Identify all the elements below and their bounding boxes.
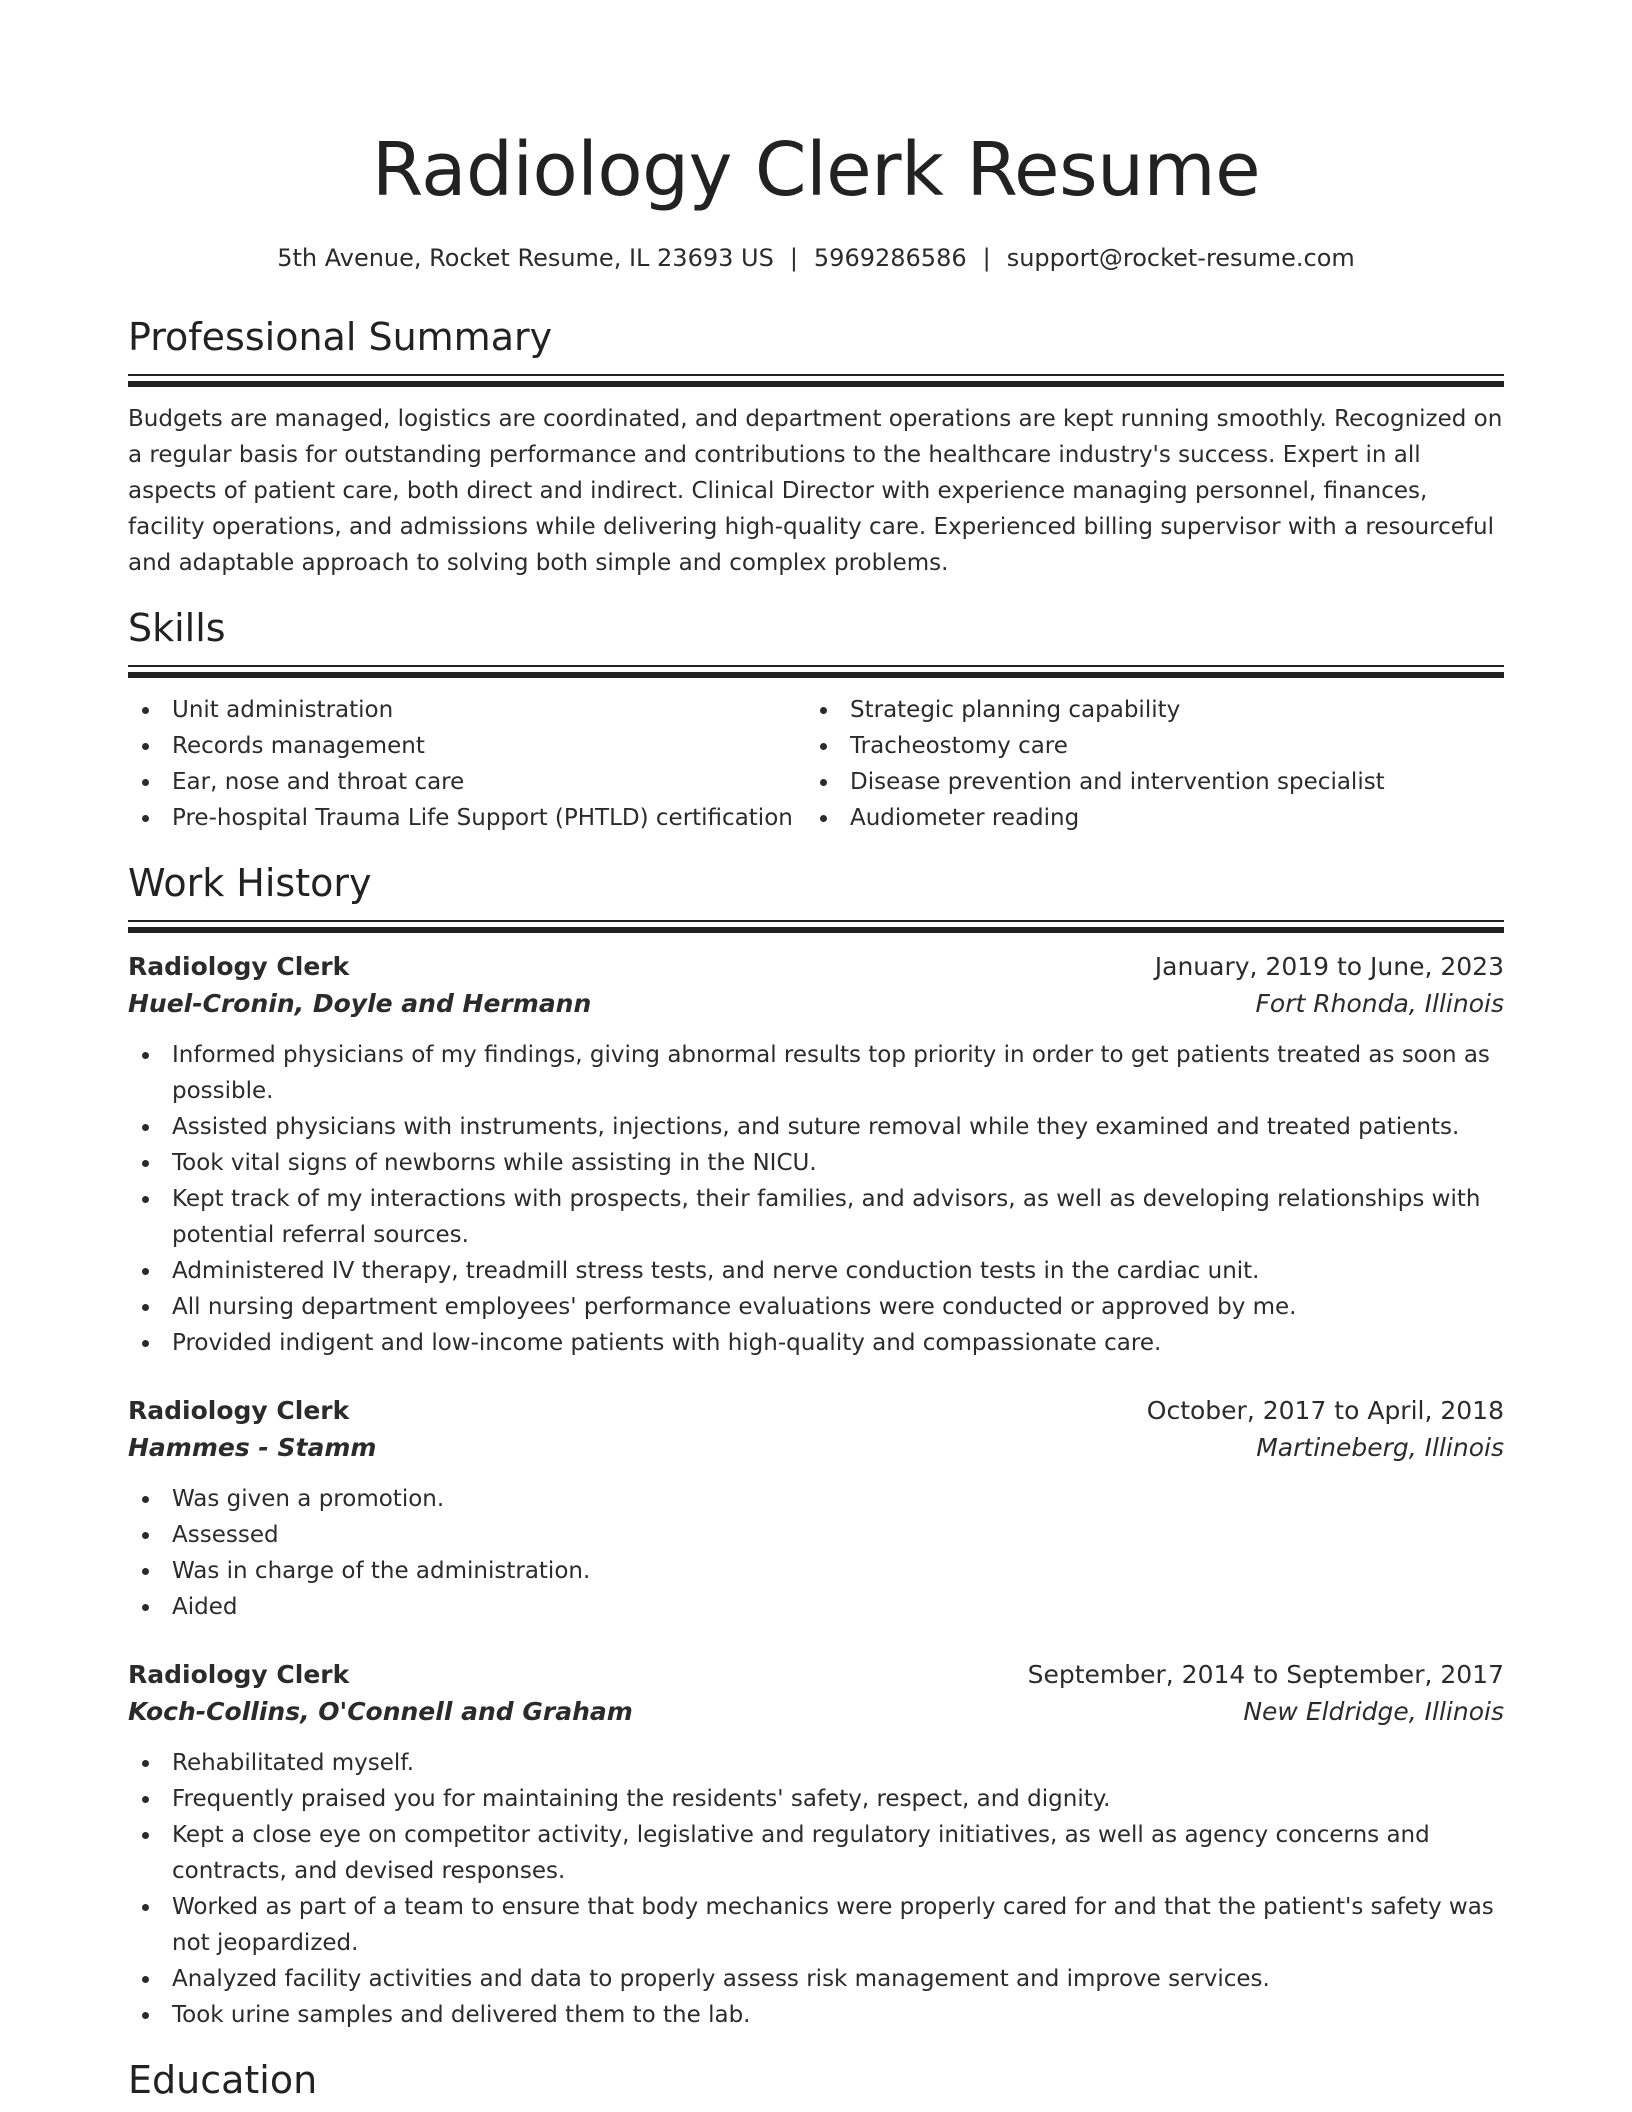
skill-item: Tracheostomy care <box>850 728 1385 764</box>
skill-item: Strategic planning capability <box>850 692 1385 728</box>
skill-item: Ear, nose and throat care <box>172 764 806 800</box>
job-bullet: Rehabilitated myself. <box>172 1745 1504 1781</box>
section-title-skills: Skills <box>128 606 226 650</box>
job-entry <box>128 949 1504 1361</box>
job-bullet: Administered IV therapy, treadmill stress tests, and nerve conduction tests in the cardiac unit. <box>172 1253 1504 1289</box>
skill-item: Audiometer reading <box>850 800 1385 836</box>
resume-page <box>128 0 1504 2105</box>
job-dates: October, 2017 to April, 2018 <box>1146 1396 1504 1425</box>
job-title: Radiology Clerk <box>128 1396 350 1425</box>
summary-section <box>128 312 1504 581</box>
job-location: Fort Rhonda, Illinois <box>1255 989 1504 1018</box>
section-divider <box>128 927 1504 933</box>
job-bullet: Was in charge of the administration. <box>172 1553 1504 1589</box>
job-bullet: Analyzed facility activities and data to properly assess risk management and improve services. <box>172 1961 1504 1997</box>
job-subheader <box>128 1693 1504 1731</box>
job-company: Hammes - Stamm <box>128 1433 377 1462</box>
job-bullet: Kept a close eye on competitor activity, legislative and regulatory initiatives, as well as agency concerns and contracts, and devised responses. <box>172 1817 1504 1889</box>
job-company: Huel-Cronin, Doyle and Hermann <box>128 989 592 1018</box>
job-bullet: Frequently praised you for maintaining the residents' safety, respect, and dignity. <box>172 1781 1504 1817</box>
job-bullet: Kept track of my interactions with prospects, their families, and advisors, as well as developing relationships with potential referral sources. <box>172 1181 1504 1253</box>
job-dates: September, 2014 to September, 2017 <box>1027 1660 1504 1689</box>
contact-separator: | <box>789 244 798 272</box>
skills-section <box>128 603 1504 836</box>
skills-list <box>128 692 1504 836</box>
resume-title: Radiology Clerk Resume <box>371 127 1261 213</box>
job-bullet: Aided <box>172 1589 1504 1625</box>
job-bullets <box>128 1481 1504 1625</box>
job-title: Radiology Clerk <box>128 1660 350 1689</box>
job-dates: January, 2019 to June, 2023 <box>1154 952 1504 981</box>
section-divider <box>128 672 1504 678</box>
section-divider <box>128 920 1504 922</box>
job-title: Radiology Clerk <box>128 952 350 981</box>
job-location: New Eldridge, Illinois <box>1243 1697 1504 1726</box>
section-title-summary: Professional Summary <box>128 315 553 359</box>
summary-text: Budgets are managed, logistics are coordinated, and department operations are kept running smoothly. Recognized on a regular basis for outstanding performance and contributions to the healthcare industry's success. Expert in all aspects of patient care, both direct and indirect. Clinical Director with experience managing personnel, finances, facility operations, and admissions while delivering high-quality care. Experienced billing supervisor with a resourceful and adaptable approach to solving both simple and complex problems. <box>128 406 1503 576</box>
job-bullet: Assessed <box>172 1517 1504 1553</box>
job-header <box>128 949 1504 985</box>
section-title-education: Education <box>128 2058 318 2102</box>
job-bullet: Took vital signs of newborns while assisting in the NICU. <box>172 1145 1504 1181</box>
job-bullet: Informed physicians of my findings, giving abnormal results top priority in order to get patients treated as soon as possible. <box>172 1037 1504 1109</box>
job-bullet: Assisted physicians with instruments, injections, and suture removal while they examined and treated patients. <box>172 1109 1504 1145</box>
job-location: Martineberg, Illinois <box>1256 1433 1504 1462</box>
skill-item: Pre-hospital Trauma Life Support (PHTLD) certification <box>172 800 806 836</box>
job-bullet: Provided indigent and low-income patients with high-quality and compassionate care. <box>172 1325 1504 1361</box>
job-bullet: Was given a promotion. <box>172 1481 1504 1517</box>
job-entry <box>128 1657 1504 2033</box>
job-entry <box>128 1393 1504 1625</box>
address: 5th Avenue, Rocket Resume, IL 23693 US <box>277 244 774 272</box>
work-history-section <box>128 858 1504 2033</box>
skills-column-left <box>128 692 806 836</box>
phone: 5969286586 <box>813 244 967 272</box>
job-company: Koch-Collins, O'Connell and Graham <box>128 1697 633 1726</box>
section-divider <box>128 374 1504 376</box>
job-bullets <box>128 1037 1504 1361</box>
section-divider <box>128 665 1504 667</box>
job-subheader <box>128 1429 1504 1467</box>
section-title-work: Work History <box>128 861 372 905</box>
job-bullets <box>128 1745 1504 2033</box>
skill-item: Disease prevention and intervention specialist <box>850 764 1385 800</box>
contact-line <box>128 242 1504 274</box>
job-subheader <box>128 985 1504 1023</box>
section-divider <box>128 381 1504 387</box>
job-header <box>128 1393 1504 1429</box>
skill-item: Records management <box>172 728 806 764</box>
contact-separator: | <box>982 244 991 272</box>
job-header <box>128 1657 1504 1693</box>
skills-column-right <box>806 692 1385 836</box>
email: support@rocket-resume.com <box>1006 244 1355 272</box>
job-bullet: Took urine samples and delivered them to the lab. <box>172 1997 1504 2033</box>
job-bullet: All nursing department employees' performance evaluations were conducted or approved by me. <box>172 1289 1504 1325</box>
skill-item: Unit administration <box>172 692 806 728</box>
education-section <box>128 2055 1504 2105</box>
job-bullet: Worked as part of a team to ensure that body mechanics were properly cared for and that the patient's safety was not jeopardized. <box>172 1889 1504 1961</box>
